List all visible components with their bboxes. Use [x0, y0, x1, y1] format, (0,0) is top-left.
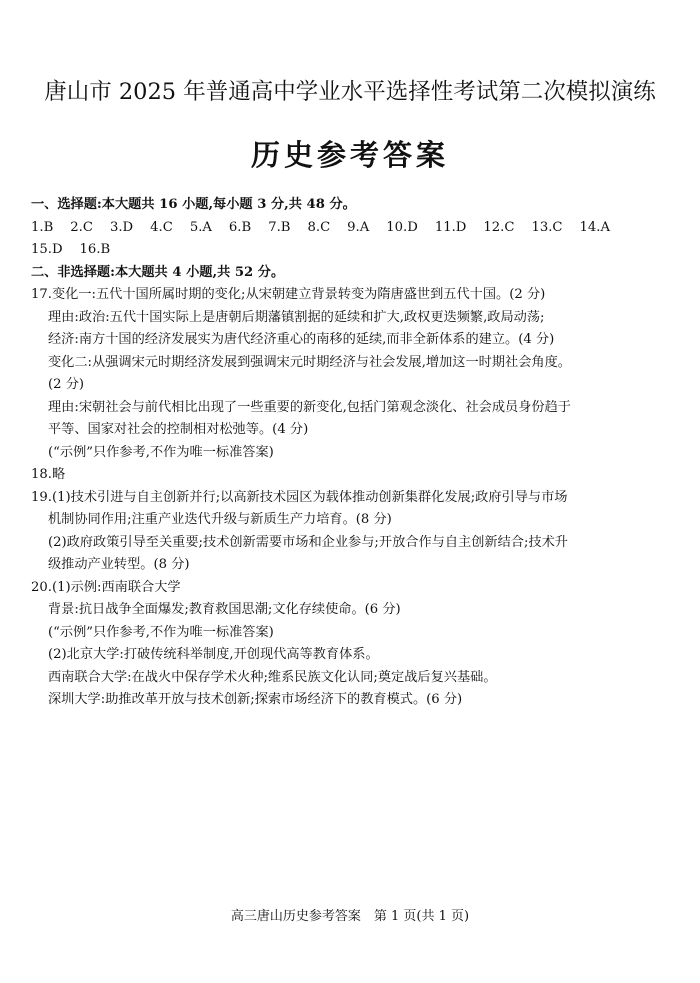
answer-line: 20.(1)示例:西南联合大学 — [31, 579, 181, 595]
mc-answer: 5.A — [189, 219, 212, 235]
mc-answer: 7.B — [268, 219, 291, 235]
answer-content — [31, 194, 676, 712]
mc-answer: 10.D — [386, 219, 418, 235]
answer-line: (“示例”只作参考,不作为唯一标准答案) — [48, 624, 274, 640]
answer-line: (“示例”只作参考,不作为唯一标准答案) — [48, 444, 274, 460]
answer-line: 级推动产业转型。(8 分) — [48, 557, 190, 572]
section2-answers — [31, 284, 676, 712]
mc-answers-row-2 — [31, 239, 676, 262]
mc-answer: 8.C — [307, 219, 331, 235]
exam-title: 唐山市 2025 年普通高中学业水平选择性考试第二次模拟演练 — [44, 79, 656, 105]
mc-answer: 11.D — [434, 219, 467, 235]
answer-line: 19.(1)技术引进与自主创新并行;以高新技术园区为载体推动创新集群化发展;政府引导与市场 — [31, 489, 568, 505]
mc-answer: 6.B — [228, 219, 252, 235]
mc-answer: 2.C — [70, 219, 93, 235]
section2-heading: 二、非选择题:本大题共 4 小题,共 52 分。 — [31, 264, 285, 280]
answer-line: 理由:政治:五代十国实际上是唐朝后期藩镇割据的延续和扩大,政权更迭频繁,政局动荡; — [48, 309, 545, 325]
document-title: 历史参考答案 — [250, 138, 449, 172]
mc-answer: 15.D — [31, 242, 63, 257]
answer-line: 背景:抗日战争全面爆发;教育救国思潮;文化存续使命。(6 分) — [48, 602, 401, 617]
mc-answer: 9.A — [347, 219, 370, 235]
answer-line: 深圳大学:助推改革开放与技术创新;探索市场经济下的教育模式。(6 分) — [48, 692, 463, 707]
answer-line: 经济:南方十国的经济发展实为唐代经济重心的南移的延续,而非全新体系的建立。(4 分) — [48, 332, 555, 347]
answer-line: (2 分) — [48, 377, 85, 392]
mc-answers-row-1 — [31, 217, 676, 240]
mc-answer: 16.B — [79, 242, 111, 257]
answer-line: 平等、国家对社会的控制相对松弛等。(4 分) — [48, 422, 309, 437]
mc-answer: 1.B — [31, 219, 54, 235]
answer-line: 变化二:从强调宋元时期经济发展到强调宋元时期经济与社会发展,增加这一时期社会角度。 — [48, 354, 571, 370]
page-footer: 高三唐山历史参考答案 第 1 页(共 1 页) — [230, 909, 470, 924]
answer-line: 机制协同作用;注重产业迭代升级与新质生产力培育。(8 分) — [48, 512, 392, 527]
answer-line: (2)北京大学:打破传统科举制度,开创现代高等教育体系。 — [48, 647, 379, 662]
mc-answer: 14.A — [579, 219, 611, 235]
mc-answer: 13.C — [531, 219, 563, 235]
mc-answer: 3.D — [109, 219, 134, 235]
section1-heading: 一、选择题:本大题共 16 小题,每小题 3 分,共 48 分。 — [31, 197, 356, 212]
answer-line: 理由:宋朝社会与前代相比出现了一些重要的新变化,包括门第观念淡化、社会成员身份趋于 — [48, 399, 571, 415]
answer-line: 17.变化一:五代十国所属时期的变化;从宋朝建立背景转变为隋唐盛世到五代十国。(2 分) — [31, 287, 546, 302]
answer-line: 18.略 — [31, 467, 66, 482]
mc-answer: 4.C — [150, 219, 173, 235]
mc-answer: 12.C — [483, 219, 515, 235]
answer-line: (2)政府政策引导至关重要;技术创新需要市场和企业参与;开放合作与自主创新结合;技术升 — [48, 534, 568, 550]
answer-line: 西南联合大学:在战火中保存学术火种;维系民族文化认同;奠定战后复兴基础。 — [48, 669, 497, 685]
